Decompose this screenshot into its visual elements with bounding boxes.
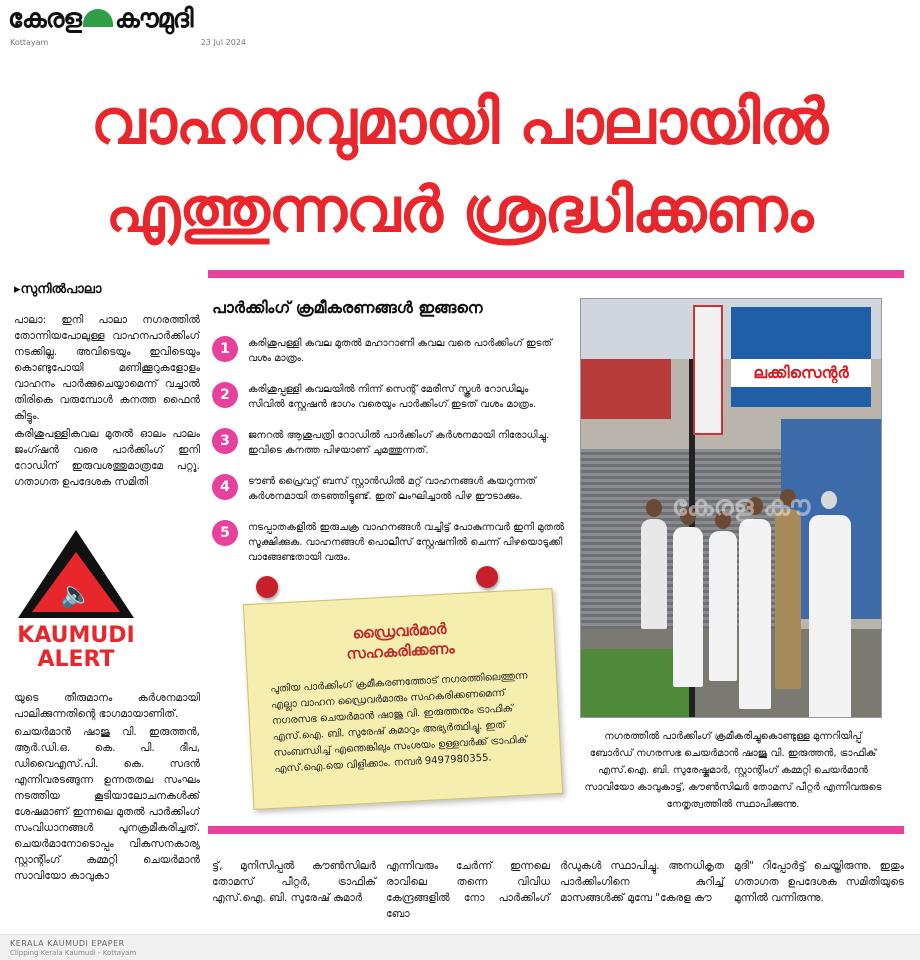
step-text: കരിശുപള്ളി കവല മുതൽ മഹാറാണി കവല വരെ പാർക്കിംഗ് ഇടത് വശം മാത്രം. bbox=[248, 338, 553, 364]
step-number: 3 bbox=[212, 428, 238, 454]
masthead-meta bbox=[10, 38, 246, 47]
list-item bbox=[212, 428, 572, 472]
step-text: ജനറൽ ആശുപത്രി റോഡിൽ പാർക്കിംഗ് കർശനമായി നിരോധിച്ചു. ഇവിടെ കനത്ത പിഴയാണ് ചുമത്തുന്നത്. bbox=[248, 430, 550, 456]
divider-bar-top bbox=[208, 270, 904, 278]
note-body: പുതിയ പാർക്കിംഗ് ക്രമീകരണത്തോട് നഗരത്തിലെത്തുന്ന എല്ലാ വാഹന ഡ്രൈവർമാരും സഹകരിക്കണമെന്ന് നഗരസഭ ചെയർമാൻ ഷാജു വി. ഇരുത്തനും ട്രാഫിക് എസ്.ഐ. ബി. സുരേഷ് കുമാറും അഭ്യർത്ഥിച്ചു. ഇത് സംബന്ധിച്ച് എന്തെങ്കിലും സംശയം ഉള്ളവർക്ക് ട്രാഫിക് എസ്.ഐ.യെ വിളിക്കാം. നമ്പർ 9497980355. bbox=[270, 670, 528, 775]
person-figure bbox=[809, 515, 851, 718]
list-item bbox=[212, 336, 572, 380]
divider-bar-bottom bbox=[208, 826, 904, 834]
list-item bbox=[212, 474, 572, 518]
alert-word-2: ALERT bbox=[37, 647, 115, 672]
footer-title: KERALA KAUMUDI EPAPER bbox=[10, 939, 125, 948]
article-paragraph: കരിശുപള്ളികവല മുതൽ ഓലം പാലം ജംഗ്ഷൻ വരെ പാർക്കിംഗ് ഇനി റോഡിന് ഇരുവശത്തുമാത്രമേ പറ്റൂ. ഗതാഗത ഉപദേശക സമിതി bbox=[14, 428, 200, 488]
brand-left: കേരള bbox=[8, 4, 81, 34]
edition-location: Kottayam bbox=[10, 38, 49, 47]
list-item bbox=[212, 382, 572, 426]
shop-signboard: ലക്കിസെന്റർ bbox=[731, 307, 871, 407]
parking-box-title: പാർക്കിംഗ് ക്രമീകരണങ്ങൾ ഇങ്ങനെ bbox=[212, 298, 483, 317]
step-number: 4 bbox=[212, 474, 238, 500]
step-number: 5 bbox=[212, 520, 238, 546]
step-number: 1 bbox=[212, 336, 238, 362]
bottom-column-3: ർഡുകൾ സ്ഥാപിച്ചു. അനധികൃത പാർക്കിംഗിനെ കുറിച്ച് മാസങ്ങൾക്ക് മുമ്പേ "കേരള കൗ bbox=[560, 860, 724, 904]
left-column-top bbox=[14, 312, 200, 526]
left-column-bottom bbox=[14, 690, 200, 928]
note-title: ഡ്രൈവർമാർ സഹകരിക്കണം bbox=[345, 619, 455, 663]
headline-line-2: എത്തുന്നവർ ശ്രദ്ധിക്കണം bbox=[105, 173, 813, 246]
headline-line-1: വാഹനവുമായി പാലായിൽ bbox=[90, 85, 828, 158]
article-paragraph: പാലാ: ഇനി പാലാ നഗരത്തിൽ തോന്നിയപോലുള്ള വാഹനപാർക്കിംഗ് നടക്കില്ല. അവിടെയും ഇവിടെയും കൊണ്ടുപോയി മണിക്കൂറുകളോളം വാഹനം പാർക്കുചെയ്യാമെന്ന് വച്ചാൽ തിരികെ വരുമ്പോൾ കനത്ത ഫൈൻ കിട്ടും. bbox=[14, 314, 200, 422]
person-figure bbox=[673, 527, 703, 687]
masthead bbox=[8, 4, 248, 48]
list-item bbox=[212, 520, 572, 564]
person-figure bbox=[739, 519, 771, 709]
step-number: 2 bbox=[212, 382, 238, 408]
newspaper-logo bbox=[8, 4, 248, 35]
step-text: ടൗൺ പ്രൈവറ്റ് ബസ് സ്റ്റാൻഡിൽ മറ്റ് വാഹനങ്ങൾ കയറുന്നത് കർശനമായി തടഞ്ഞിട്ടുണ്ട്. ഇത് ലംഘിച്ചാൽ പിഴ ഈടാക്കും. bbox=[248, 476, 536, 502]
bottom-column-2: എന്നിവരും ചേർന്ന് ഇന്നലെ രാവിലെ തന്നെ വിവിധ കേന്ദ്രങ്ങളിൽ നോ പാർക്കിംഗ് ബോ bbox=[386, 860, 550, 920]
news-photo bbox=[580, 298, 882, 718]
kaumudi-alert-badge bbox=[12, 530, 140, 680]
step-text: കരിശുപ്പള്ളി കവലയിൽ നിന്ന് സെന്റ് മേരീസ് സ്കൂൾ റോഡിലും സിവിൽ സ്റ്റേഷൻ ഭാഗം വരെയും പാർക്കിംഗ് ഇടത് വശം മാത്രം. bbox=[248, 384, 537, 410]
speaker-icon: 🔈 bbox=[60, 580, 93, 610]
epaper-footer bbox=[0, 934, 920, 960]
pushpin-icon bbox=[476, 566, 498, 588]
byline: ▸സുനിൽപാലാ bbox=[14, 282, 102, 297]
pushpin-icon bbox=[256, 576, 278, 598]
person-figure bbox=[641, 519, 667, 629]
step-text: നടപ്പാതകളിൽ ഇരുചക്ര വാഹനങ്ങൾ വച്ചിട്ട് പോകുന്നവർ ഇനി മുതൽ സൂക്ഷിക്കുക. വാഹനങ്ങൾ പൊലീസ് സ്റ്റേഷനിൽ ചെന്ന് പിഴയൊടുക്കി വാങ്ങേണ്ടതായി വരും. bbox=[248, 522, 565, 563]
person-figure bbox=[709, 531, 737, 681]
no-parking-board bbox=[693, 305, 723, 435]
sticky-note bbox=[243, 588, 563, 810]
edition-date: 23 Jul 2024 bbox=[200, 38, 246, 47]
article-paragraph: ചെയർമാൻ ഷാജു വി. ഇരുത്തൻ, ആർ.ഡി.ഒ. കെ. പി. ദീപ, ഡിവൈഎസ്.പി. കെ. സദൻ എന്നിവരടങ്ങുന്ന ഉന്നതതല സംഘം നടത്തിയ കൂടിയാലോചനകൾക്ക് ശേഷമാണ് ഇന്നലെ മുതൽ പാർക്കിംഗ് സംവിധാനങ്ങൾ പുനക്രമീകരിച്ചത്. ചെയർമാനോടൊപ്പം വികസനകാര്യ സ്റ്റാന്റിംഗ് കമ്മറ്റി ചെയർമാൻ സാവിയോ കാവുകാ bbox=[14, 726, 200, 882]
article-paragraph: യുടെ തീരുമാനം കർശനമായി പാലിക്കുന്നതിന്റെ ഭാഗമായാണിത്. bbox=[14, 692, 200, 720]
logo-dome-icon bbox=[83, 9, 113, 27]
person-figure bbox=[775, 509, 801, 689]
footer-clipping: Clipping Kerala Kaumudi - Kottayam bbox=[10, 949, 137, 957]
alert-word-1: KAUMUDI bbox=[17, 623, 135, 648]
bottom-column-4: മുദി" റിപ്പോർട്ട് ചെയ്തിരുന്നു. ഇതും ഗതാഗത ഉപദേശക സമിതിയുടെ മുന്നിൽ വന്നിരുന്നു. bbox=[734, 860, 904, 904]
watermark: കേരള കൗ bbox=[671, 489, 811, 522]
brand-right: കൗമുദി bbox=[114, 4, 193, 34]
photo-caption: നഗരത്തിൽ പാർക്കിംഗ് ക്രമീകരിച്ചുകൊണ്ടുള്ള മുന്നറിയിപ്പ് ബോർഡ് നഗരസഭ ചെയർമാൻ ഷാജു വി. ഇരുത്തൻ, ട്രാഫിക് എസ്.ഐ. ബി. സുരേഷ്കുമാർ, സ്റ്റാന്റിംഗ് കമ്മറ്റി ചെയർമാൻ സാവിയോ കാവുകാട്ട്, കൗൺസിലർ തോമസ് പീറ്റർ എന്നിവരുടെ നേതൃത്വത്തിൽ സ്ഥാപിക്കുന്നു. bbox=[584, 731, 882, 810]
bottom-column-1: ട്ട്, മുനിസിപ്പൽ കൗൺസിലർ തോമസ് പീറ്റർ, ട്രാഫിക് എസ്.ഐ. ബി. സുരേഷ് കുമാർ bbox=[212, 860, 376, 904]
parking-steps-list bbox=[212, 336, 572, 566]
